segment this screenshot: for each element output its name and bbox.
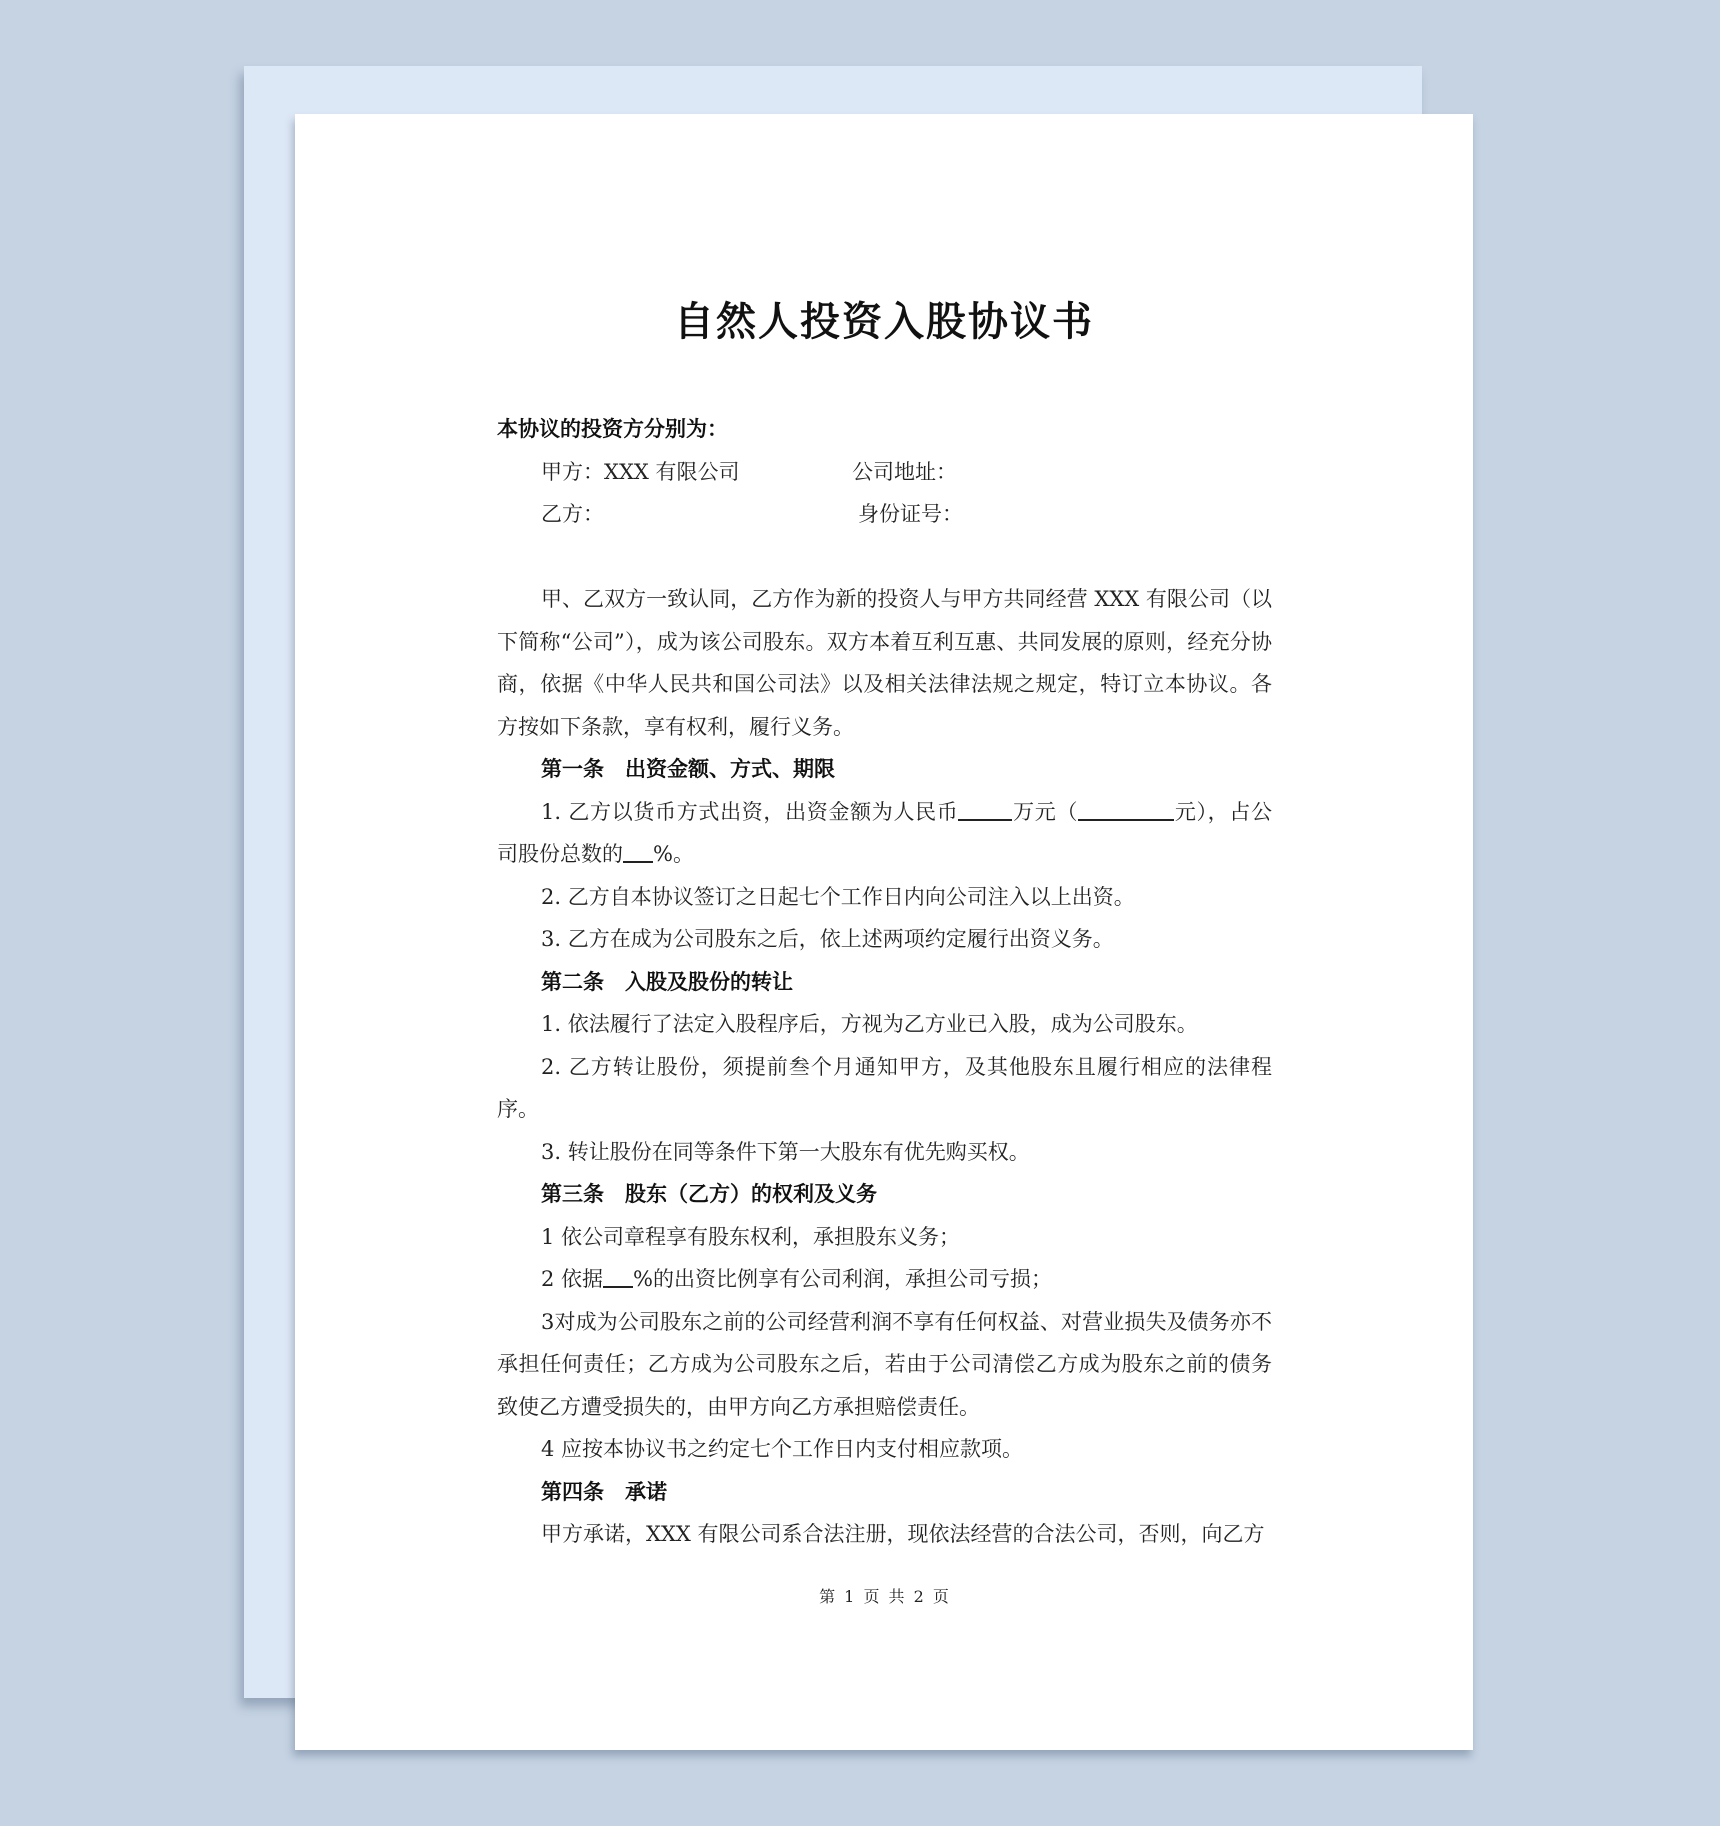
article-1-item-1-text-c: 元），占公司股份总数的 (497, 799, 1273, 866)
party-a-row (497, 451, 1272, 494)
party-b-row (497, 493, 1272, 536)
article-3-heading: 第三条 股东（乙方）的权利及义务 (541, 1182, 877, 1206)
article-2-item-2: 2. 乙方转让股份，须提前叁个月通知甲方，及其他股东且履行相应的法律程序。 (497, 1054, 1272, 1121)
article-2-item-3: 3. 转让股份在同等条件下第一大股东有优先购买权。 (541, 1139, 1030, 1164)
article-3-item-2-text-b: %的出资比例享有公司利润，承担公司亏损； (633, 1267, 1052, 1291)
percent-blank (623, 837, 653, 863)
amount-blank (958, 795, 1012, 821)
article-2-heading: 第二条 入股及股份的转让 (541, 969, 793, 994)
article-1-item-1 (497, 791, 1272, 876)
company-address-label: 公司地址： (852, 459, 957, 484)
article-1-item-1-text-b: 万元（ (1012, 799, 1079, 824)
article-4-heading: 第四条 承诺 (541, 1479, 667, 1504)
article-3-item-2 (497, 1258, 1272, 1301)
document-title: 自然人投资入股协议书 (674, 299, 1094, 345)
document-body (497, 408, 1272, 1556)
article-3-item-1: 1 依公司章程享有股东权利，承担股东义务； (541, 1224, 961, 1249)
article-2-item-1: 1. 依法履行了法定入股程序后，方视为乙方业已入股，成为公司股东。 (541, 1012, 1198, 1036)
party-a-label: 甲方：XXX 有限公司 (541, 459, 740, 484)
article-1-item-3: 3. 乙方在成为公司股东之后，依上述两项约定履行出资义务。 (541, 927, 1114, 951)
intro-line: 本协议的投资方分别为： (497, 417, 728, 441)
yuan-blank (1078, 795, 1174, 821)
spacer (497, 536, 1272, 579)
article-1-item-1-text-a: 1. 乙方以货币方式出资，出资金额为人民币 (541, 799, 959, 824)
article-1-heading: 第一条 出资金额、方式、期限 (541, 757, 835, 781)
id-number-label: 身份证号： (858, 502, 963, 526)
document-page (295, 114, 1473, 1750)
article-1-item-1-text-d: %。 (653, 842, 694, 866)
article-3-item-3: 3对成为公司股东之前的公司经营利润不享有任何权益、对营业损失及债务亦不承担任何责任；乙方成为公司股东之后，若由于公司清偿乙方成为股东之前的债务致使乙方遭受损失的，由甲方向乙方承担赔偿责任。 (497, 1309, 1272, 1419)
article-1-item-2: 2. 乙方自本协议签订之日起七个工作日内向公司注入以上出资。 (541, 884, 1135, 909)
page-number-footer: 第 1 页 共 2 页 (819, 1587, 949, 1606)
preamble-paragraph: 甲、乙双方一致认同，乙方作为新的投资人与甲方共同经营 XXX 有限公司（以下简称“公司”），成为该公司股东。双方本着互利互惠、共同发展的原则，经充分协商，依据《中华人民共和国公司法》以及相关法律法规之规定，特订立本协议。各方按如下条款，享有权利，履行义务。 (497, 587, 1272, 739)
article-4-text: 甲方承诺，XXX 有限公司系合法注册，现依法经营的合法公司，否则，向乙方 (541, 1522, 1265, 1546)
article-3-item-4: 4 应按本协议书之约定七个工作日内支付相应款项。 (541, 1437, 1024, 1461)
article-3-item-2-text-a: 2 依据 (541, 1267, 604, 1291)
party-b-label: 乙方： (541, 502, 604, 526)
ratio-blank (603, 1262, 633, 1288)
